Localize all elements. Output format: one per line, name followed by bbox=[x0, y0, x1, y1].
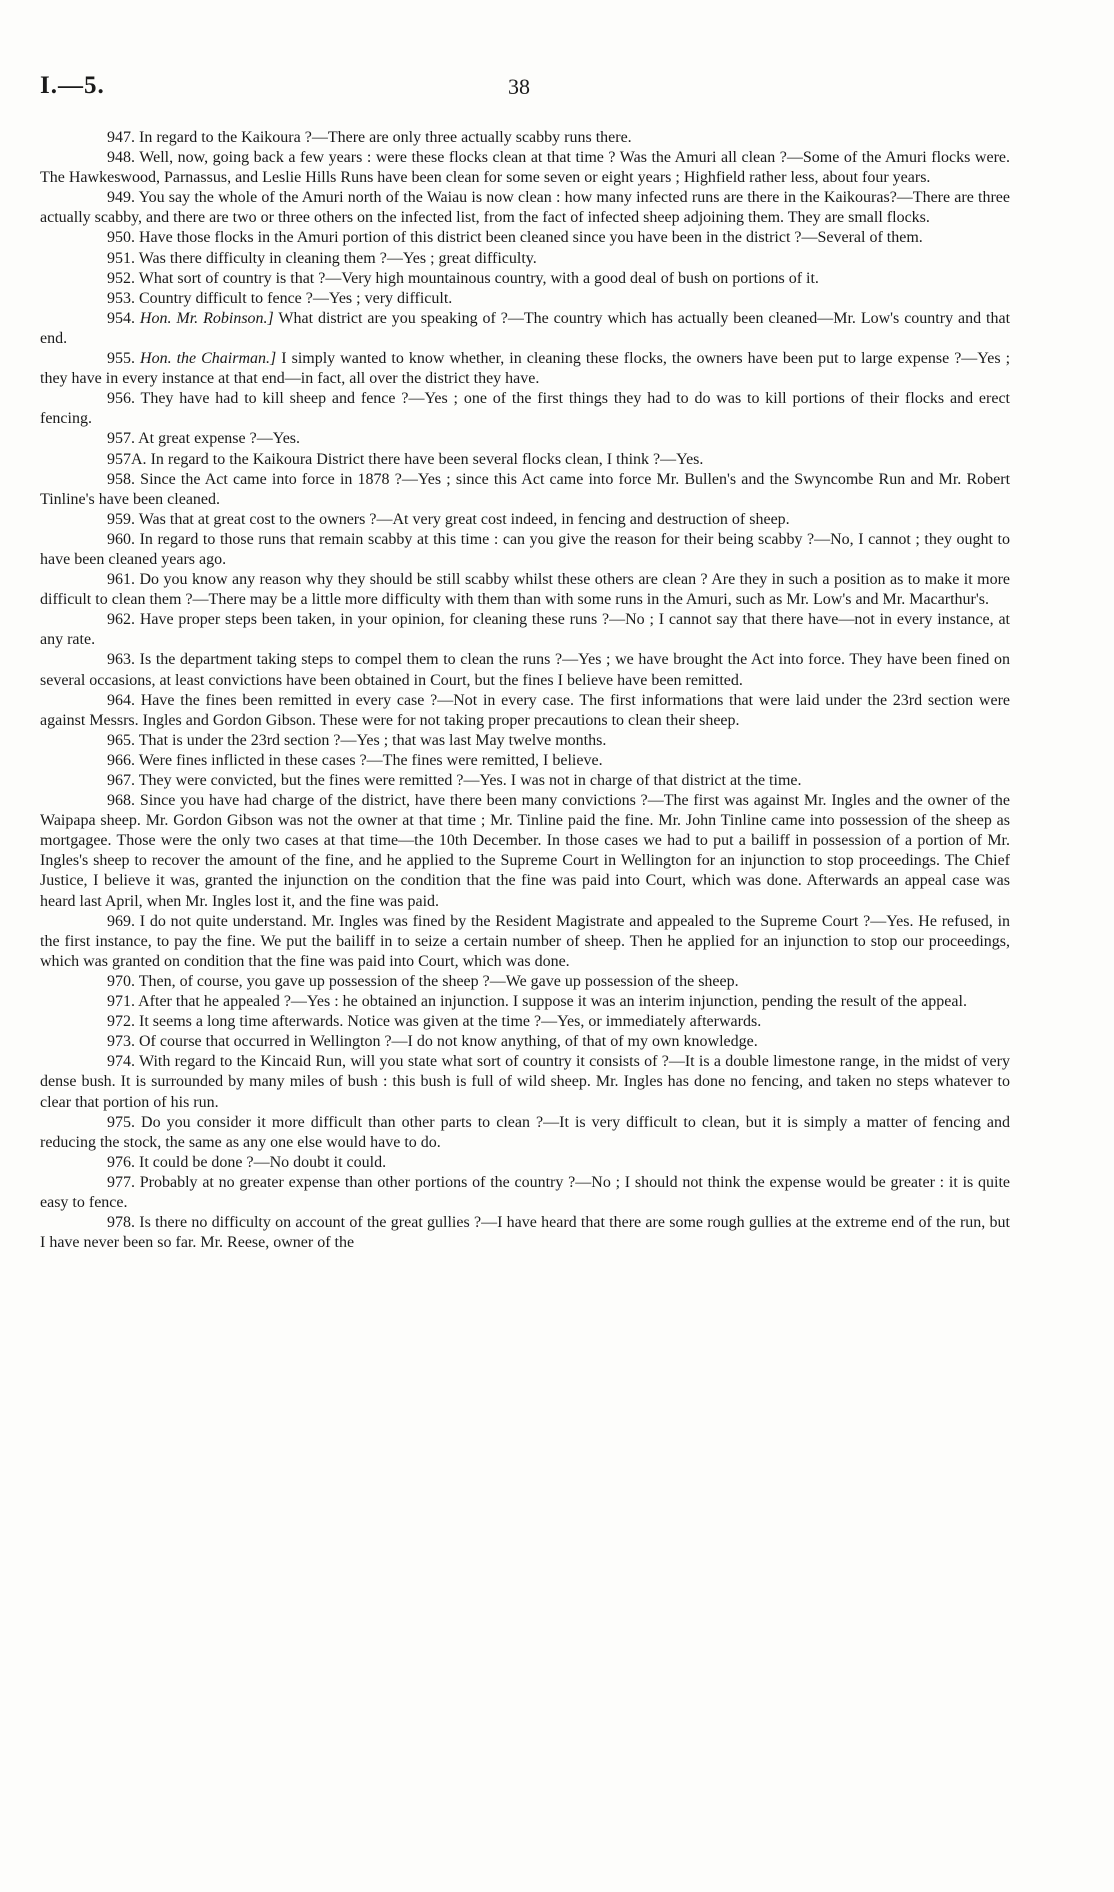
question-paragraph bbox=[40, 992, 1010, 1012]
question-number: 955. bbox=[107, 350, 135, 368]
question-number: 962. bbox=[107, 611, 135, 629]
question-text: Well, now, going back a few years : were these flocks clean at that time ? Was the Amuri all clean ?—Some of the Amuri flocks were. The Hawkeswood, Parnassus, and Leslie Hills Runs have been clean for some seven or eight years ; Highfield rather less, about four years. bbox=[40, 149, 1010, 187]
question-paragraph bbox=[40, 309, 1010, 349]
question-number: 959. bbox=[107, 510, 135, 528]
question-text: Is there no difficulty on account of the great gullies ?—I have heard that there are some rough gullies at the extreme end of the run, but I have never been so far. Mr. Reese, owner of the bbox=[40, 1214, 1011, 1252]
question-text: In regard to the Kaikoura ?—There are only three actually scabby runs there. bbox=[139, 129, 632, 146]
question-number: 954. bbox=[107, 309, 135, 327]
question-paragraph bbox=[40, 570, 1010, 610]
question-paragraph bbox=[40, 650, 1010, 690]
question-paragraph bbox=[40, 470, 1010, 510]
question-paragraph bbox=[40, 1173, 1010, 1213]
question-text: I simply wanted to know whether, in cleaning these flocks, the owners have been put to large expense ?—Yes ; they have in every instance at that end—in fact, all over the district they have. bbox=[40, 350, 1011, 388]
question-number: 956. bbox=[107, 390, 135, 408]
question-number: 949. bbox=[107, 189, 135, 207]
question-number: 964. bbox=[107, 691, 135, 709]
question-text: Country difficult to fence ?—Yes ; very difficult. bbox=[139, 289, 453, 307]
question-text: What district are you speaking of ?—The country which has actually been cleaned—Mr. Low's country and that end. bbox=[40, 309, 1011, 347]
question-text: Was that at great cost to the owners ?—At very great cost indeed, in fencing and destruction of sheep. bbox=[138, 510, 790, 528]
question-paragraph bbox=[40, 128, 1010, 148]
question-number: 951. bbox=[107, 249, 135, 267]
question-number: 978. bbox=[107, 1214, 135, 1232]
question-paragraph bbox=[40, 912, 1010, 972]
question-text: Is the department taking steps to compel them to clean the runs ?—Yes ; we have brought the Act into force. They have been fined on several occasions, at least convictions have been obtained in Court, but the fines I believe have been remitted. bbox=[40, 651, 1011, 689]
question-paragraph bbox=[40, 289, 1010, 309]
question-text: After that he appealed ?—Yes : he obtained an injunction. I suppose it was an interim injunction, pending the result of the appeal. bbox=[138, 993, 967, 1011]
question-number: 971. bbox=[107, 993, 135, 1011]
question-paragraph bbox=[40, 389, 1010, 429]
question-text: Have the fines been remitted in every case ?—Not in every case. The first informations that were laid under the 23rd section were against Messrs. Ingles and Gordon Gibson. These were for not taking proper precautions to clean their sheep. bbox=[40, 691, 1011, 729]
question-paragraph bbox=[40, 791, 1010, 912]
question-text: What sort of country is that ?—Very high mountainous country, with a good deal of bush on portions of it. bbox=[138, 269, 819, 287]
question-number: 961. bbox=[107, 571, 135, 589]
question-text: In regard to the Kaikoura District there have been several flocks clean, I think ?—Yes. bbox=[150, 450, 704, 468]
question-number: 957. bbox=[107, 430, 135, 448]
question-number: 969. bbox=[107, 912, 135, 930]
question-paragraph bbox=[40, 1012, 1010, 1032]
question-text: With regard to the Kincaid Run, will you state what sort of country it consists of ?—It is a double limestone range, in the midst of very dense bush. It is surrounded by many miles of bush : this bush is full of wild sheep. Mr. Ingles has done no fencing, and taken no steps whatever to clear that portion of his run. bbox=[40, 1053, 1010, 1111]
question-text: They were convicted, but the fines were remitted ?—Yes. I was not in charge of that district at the time. bbox=[138, 772, 802, 789]
question-number: 977. bbox=[107, 1173, 135, 1191]
question-number: 974. bbox=[107, 1053, 135, 1071]
question-text: Do you know any reason why they should be still scabby whilst these others are clean ? Are they in such a position as to make it more difficult to clean them ?—There may be a little more difficulty with them than with some runs in the Amuri, such as Mr. Low's and Mr. Macarthur's. bbox=[40, 571, 1011, 609]
question-paragraph bbox=[40, 148, 1010, 188]
question-text: It could be done ?—No doubt it could. bbox=[139, 1153, 387, 1171]
question-paragraph bbox=[40, 1032, 1010, 1052]
question-text: Then, of course, you gave up possession of the sheep ?—We gave up possession of the sheep. bbox=[138, 972, 739, 990]
question-text: Do you consider it more difficult than other parts to clean ?—It is very difficult to clean, but it is simply a matter of fencing and reducing the stock, the same as any one else would have to do. bbox=[40, 1113, 1011, 1151]
question-number: 963. bbox=[107, 651, 135, 669]
question-paragraph bbox=[40, 450, 1010, 470]
question-number: 948. bbox=[107, 149, 135, 167]
document-reference: I.—5. bbox=[40, 72, 105, 99]
question-number: 965. bbox=[107, 731, 135, 749]
question-paragraph bbox=[40, 349, 1010, 389]
question-paragraph bbox=[40, 269, 1010, 289]
question-paragraph bbox=[40, 1113, 1010, 1153]
question-number: 967. bbox=[107, 772, 135, 789]
question-number: 953. bbox=[107, 289, 135, 307]
question-paragraph bbox=[40, 972, 1010, 992]
question-paragraph bbox=[40, 429, 1010, 449]
question-text: You say the whole of the Amuri north of the Waiau is now clean : how many infected runs are there in the Kaikouras?—There are three actually scabby, and there are two or three others on the infected list, from the fact of infected sheep adjoining them. They are small flocks. bbox=[40, 189, 1011, 227]
question-text: That is under the 23rd section ?—Yes ; that was last May twelve months. bbox=[138, 731, 607, 749]
question-number: 972. bbox=[107, 1013, 135, 1031]
question-text: Of course that occurred in Wellington ?—I do not know anything, of that of my own knowledge. bbox=[139, 1033, 758, 1051]
question-number: 966. bbox=[107, 751, 135, 769]
question-text: They have had to kill sheep and fence ?—Yes ; one of the first things they had to do was to kill portions of their flocks and erect fencing. bbox=[40, 390, 1010, 428]
question-paragraph bbox=[40, 228, 1010, 248]
question-paragraph bbox=[40, 1213, 1010, 1253]
question-paragraph bbox=[40, 510, 1010, 530]
question-text: Since you have had charge of the district, have there been many convictions ?—The first was against Mr. Ingles and the owner of the Waipapa sheep. Mr. Gordon Gibson was not the owner at that time ; Mr. Tinline paid the fine. Mr. John Tinline came into possession of the sheep as mortgagee. Those were the only two cases at that time—the 10th December. In those cases we had to put a bailiff in possession of a portion of Mr. Ingles's sheep to recover the amount of the fine, and he applied to the Supreme Court in Wellington for an injunction to stop proceedings. The Chief Justice, I believe it was, granted the injunction on the condition that the fine was paid into Court, which was done. Afterwards an appeal case was heard last April, when Mr. Ingles lost it, and the fine was paid. bbox=[40, 792, 1011, 910]
question-number: 976. bbox=[107, 1153, 135, 1171]
question-text: Probably at no greater expense than other portions of the country ?—No ; I should not think the expense would be greater : it is quite easy to fence. bbox=[40, 1173, 1011, 1211]
question-paragraph bbox=[40, 691, 1010, 731]
question-number: 957A. bbox=[107, 450, 147, 468]
question-paragraph bbox=[40, 249, 1010, 269]
question-text: At great expense ?—Yes. bbox=[138, 430, 301, 448]
page-header bbox=[40, 72, 1040, 106]
speaker-name: Hon. Mr. Robinson.] bbox=[139, 309, 274, 327]
question-text: Have proper steps been taken, in your opinion, for cleaning these runs ?—No ; I cannot say that there have—not in every instance, at any rate. bbox=[40, 611, 1011, 649]
question-number: 975. bbox=[107, 1113, 135, 1131]
question-paragraph bbox=[40, 751, 1010, 771]
evidence-text bbox=[40, 128, 1010, 1253]
question-paragraph bbox=[40, 1052, 1010, 1112]
question-number: 947. bbox=[107, 129, 135, 146]
question-text: Were fines inflicted in these cases ?—The fines were remitted, I believe. bbox=[138, 751, 603, 769]
question-paragraph bbox=[40, 188, 1010, 228]
question-text: I do not quite understand. Mr. Ingles was fined by the Resident Magistrate and appealed to the Supreme Court ?—Yes. He refused, in the first instance, to pay the fine. We put the bailiff in to seize a certain number of sheep. Then he applied for an injunction to stop our proceedings, which was granted on condition that the fine was paid into Court, which was done. bbox=[40, 912, 1011, 970]
question-number: 973. bbox=[107, 1033, 135, 1051]
question-text: In regard to those runs that remain scabby at this time : can you give the reason for their being scabby ?—No, I cannot ; they ought to have been cleaned years ago. bbox=[40, 530, 1011, 568]
question-text: Have those flocks in the Amuri portion of this district been cleaned since you have been in the district ?—Several of them. bbox=[139, 229, 923, 247]
page-number: 38 bbox=[508, 74, 530, 99]
question-number: 952. bbox=[107, 269, 135, 287]
speaker-name: Hon. the Chairman.] bbox=[140, 350, 277, 368]
question-number: 958. bbox=[107, 470, 135, 488]
question-text: Since the Act came into force in 1878 ?—Yes ; since this Act came into force Mr. Bullen's and the Swyncombe Run and Mr. Robert Tinline's have been cleaned. bbox=[40, 470, 1011, 508]
question-paragraph bbox=[40, 771, 1010, 791]
question-number: 960. bbox=[107, 530, 135, 548]
question-paragraph bbox=[40, 610, 1010, 650]
question-paragraph bbox=[40, 1153, 1010, 1173]
question-text: Was there difficulty in cleaning them ?—Yes ; great difficulty. bbox=[138, 249, 537, 267]
question-text: It seems a long time afterwards. Notice was given at the time ?—Yes, or immediately afterwards. bbox=[139, 1013, 762, 1031]
question-paragraph bbox=[40, 530, 1010, 570]
question-paragraph bbox=[40, 731, 1010, 751]
question-number: 968. bbox=[107, 792, 135, 810]
question-number: 970. bbox=[107, 972, 135, 990]
question-number: 950. bbox=[107, 229, 135, 247]
